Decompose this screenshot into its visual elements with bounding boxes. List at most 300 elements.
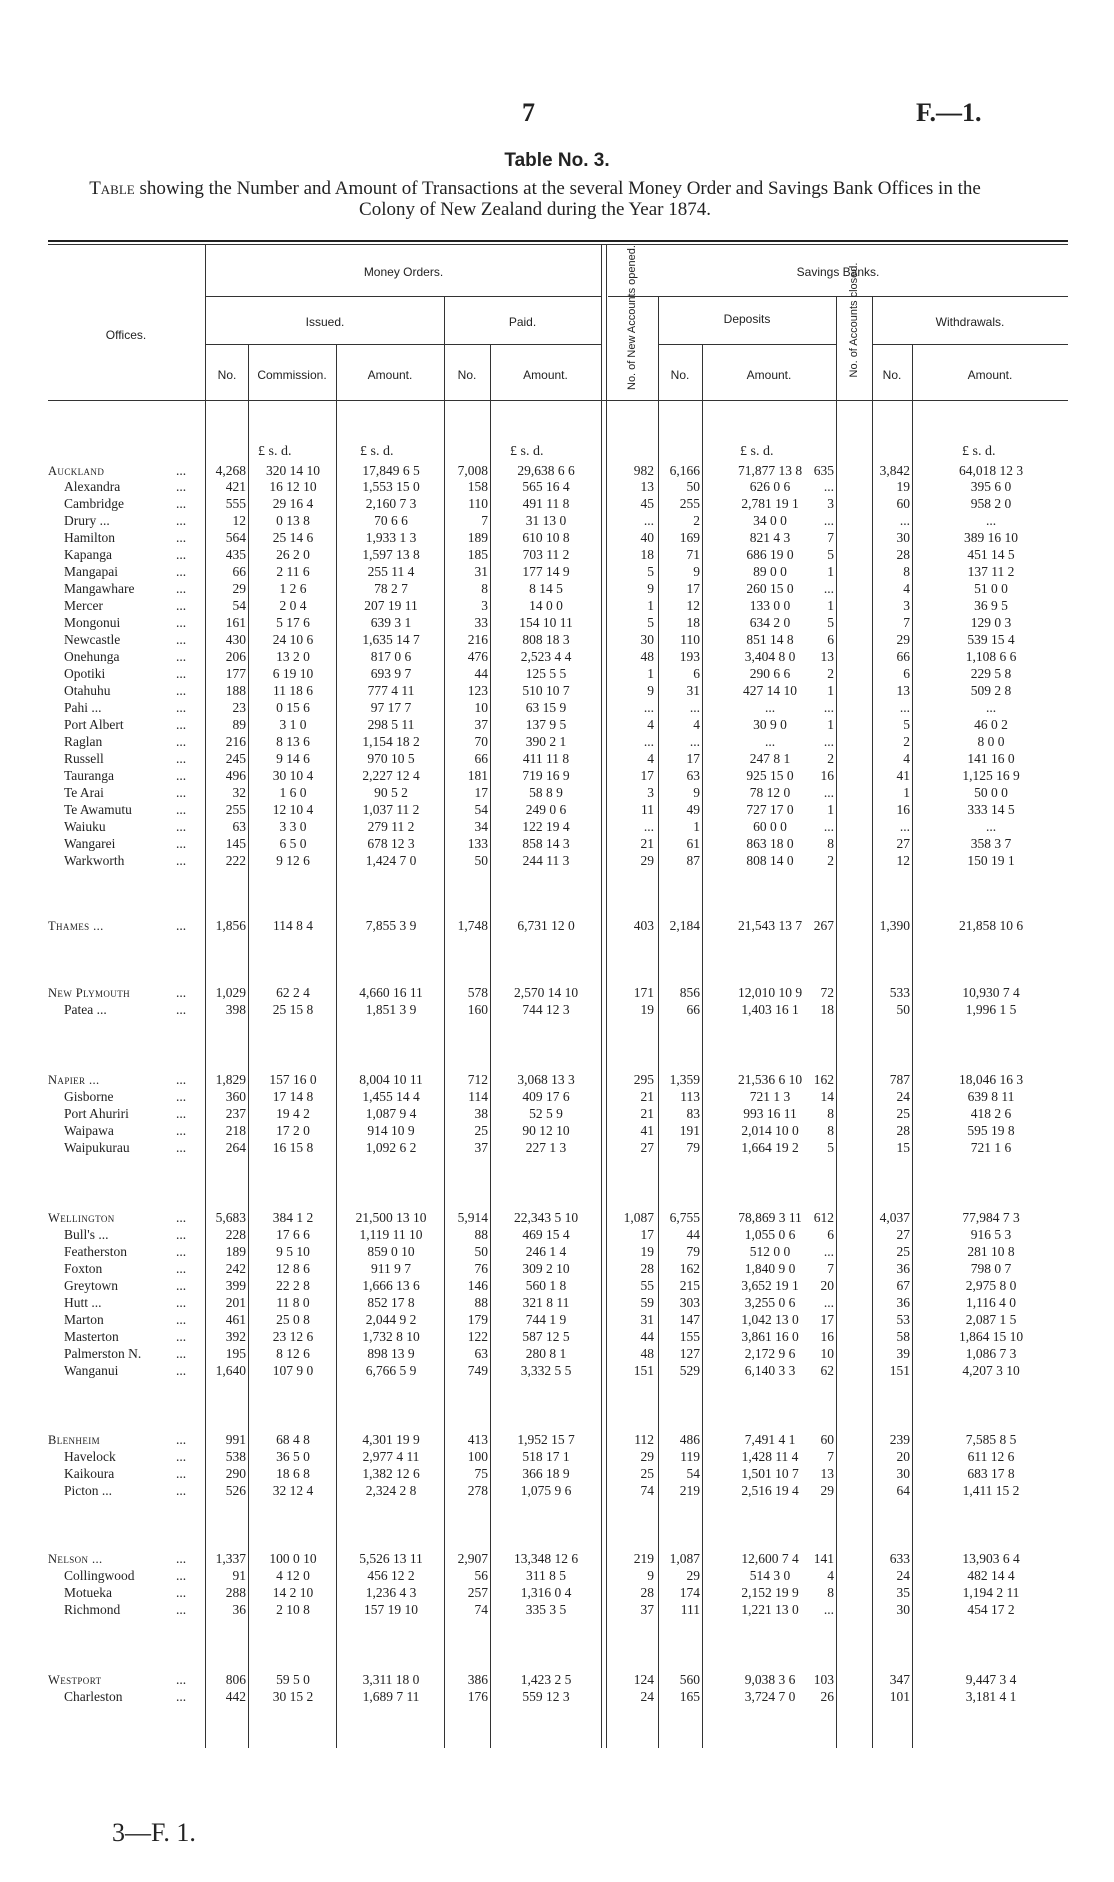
office-name: Foxton bbox=[64, 1261, 103, 1276]
cell-dep-no: 87 bbox=[686, 853, 700, 868]
cell-dep-no: 29 bbox=[686, 1568, 700, 1583]
cell-iss-no: 66 bbox=[232, 564, 246, 579]
table-row bbox=[0, 547, 1114, 563]
cell-wd-amt: 2,087 1 5 bbox=[965, 1312, 1017, 1327]
cell-dep-amt: ... bbox=[764, 734, 776, 749]
cell-dep-amt: 808 14 0 bbox=[746, 853, 794, 868]
cell-wd-no: 53 bbox=[896, 1312, 910, 1327]
cell-new-acc: 29 bbox=[640, 853, 654, 868]
office-name: Cambridge bbox=[64, 496, 124, 511]
office-name: Bull's ... bbox=[64, 1227, 109, 1242]
cell-wd-amt: 916 5 3 bbox=[970, 1227, 1012, 1242]
cell-iss-amt: 456 12 2 bbox=[367, 1568, 415, 1583]
cell-comm: 107 9 0 bbox=[272, 1363, 314, 1378]
cell-closed: 635 bbox=[813, 463, 834, 478]
office-name: Thames ... bbox=[48, 919, 104, 933]
cell-closed: ... bbox=[823, 1602, 834, 1617]
office-name: Wellington bbox=[48, 1211, 115, 1225]
cell-paid-amt: 227 1 3 bbox=[525, 1140, 567, 1155]
cell-closed: 1 bbox=[827, 717, 834, 732]
cell-closed: 16 bbox=[820, 768, 834, 783]
cell-dep-amt: 12,600 7 4 bbox=[741, 1551, 799, 1566]
cell-new-acc: 29 bbox=[640, 1449, 654, 1464]
header-issued-no: No. bbox=[217, 368, 237, 382]
leader-dots: ... bbox=[176, 1449, 187, 1464]
cell-wd-amt: 1,108 6 6 bbox=[965, 649, 1017, 664]
cell-wd-no: 27 bbox=[896, 836, 910, 851]
cell-iss-amt: 4,660 16 11 bbox=[359, 985, 423, 1000]
cell-wd-no: 35 bbox=[896, 1585, 910, 1600]
cell-dep-amt: 686 19 0 bbox=[746, 547, 794, 562]
cell-paid-no: 10 bbox=[474, 700, 488, 715]
cell-dep-no: 119 bbox=[680, 1449, 700, 1464]
cell-iss-amt: 1,851 3 9 bbox=[365, 1002, 417, 1017]
leader-dots: ... bbox=[176, 1432, 187, 1447]
lsd-commission: £ s. d. bbox=[258, 444, 292, 459]
cell-comm: 17 2 0 bbox=[276, 1123, 310, 1138]
leader-dots: ... bbox=[176, 615, 187, 630]
cell-iss-no: 538 bbox=[225, 1449, 246, 1464]
cell-iss-amt: 777 4 11 bbox=[367, 683, 415, 698]
cell-closed: 5 bbox=[827, 547, 834, 562]
leader-dots: ... bbox=[176, 717, 187, 732]
cell-paid-no: 3 bbox=[481, 598, 488, 613]
cell-paid-amt: 2,570 14 10 bbox=[513, 985, 579, 1000]
cell-dep-amt: 60 0 0 bbox=[753, 819, 787, 834]
cell-iss-amt: 859 0 10 bbox=[367, 1244, 415, 1259]
cell-wd-no: 151 bbox=[889, 1363, 910, 1378]
cell-dep-amt: 863 18 0 bbox=[746, 836, 794, 851]
cell-iss-no: 177 bbox=[225, 666, 246, 681]
office-name: Westport bbox=[48, 1673, 102, 1687]
cell-wd-no: 66 bbox=[896, 649, 910, 664]
cell-dep-no: ... bbox=[689, 734, 700, 749]
cell-iss-amt: 1,635 14 7 bbox=[362, 632, 420, 647]
cell-paid-amt: 311 8 5 bbox=[526, 1568, 566, 1583]
cell-comm: 19 4 2 bbox=[276, 1106, 310, 1121]
header-paid-amount: Amount. bbox=[523, 368, 568, 382]
cell-new-acc: 37 bbox=[640, 1602, 654, 1617]
cell-comm: 12 10 4 bbox=[272, 802, 314, 817]
cell-comm: 23 12 6 bbox=[272, 1329, 314, 1344]
caption-lead: Table bbox=[89, 178, 135, 199]
leader-dots: ... bbox=[176, 751, 187, 766]
cell-dep-no: 9 bbox=[693, 564, 700, 579]
cell-paid-amt: 246 1 4 bbox=[525, 1244, 567, 1259]
cell-iss-amt: 1,553 15 0 bbox=[362, 479, 420, 494]
cell-paid-amt: 58 8 9 bbox=[529, 785, 563, 800]
cell-paid-no: 7 bbox=[481, 513, 488, 528]
cell-dep-no: ... bbox=[689, 700, 700, 715]
cell-iss-no: 1,829 bbox=[215, 1072, 246, 1087]
cell-new-acc: 9 bbox=[647, 683, 654, 698]
cell-new-acc: 21 bbox=[640, 1106, 654, 1121]
cell-iss-no: 991 bbox=[225, 1432, 246, 1447]
cell-new-acc: 9 bbox=[647, 1568, 654, 1583]
office-name: Havelock bbox=[64, 1449, 116, 1464]
cell-wd-amt: 509 2 8 bbox=[970, 683, 1012, 698]
cell-paid-amt: 1,316 0 4 bbox=[520, 1585, 572, 1600]
cell-comm: 9 5 10 bbox=[276, 1244, 310, 1259]
cell-dep-amt: 78 12 0 bbox=[749, 785, 791, 800]
cell-iss-no: 189 bbox=[225, 1244, 246, 1259]
cell-wd-amt: 50 0 0 bbox=[974, 785, 1008, 800]
cell-iss-amt: 70 6 6 bbox=[374, 513, 408, 528]
cell-paid-no: 158 bbox=[467, 479, 488, 494]
cell-wd-no: 24 bbox=[896, 1089, 910, 1104]
cell-dep-amt: 6,140 3 3 bbox=[744, 1363, 796, 1378]
table-row bbox=[0, 1312, 1114, 1328]
office-name: Kaikoura bbox=[64, 1466, 115, 1481]
cell-new-acc: 30 bbox=[640, 632, 654, 647]
cell-new-acc: 21 bbox=[640, 1089, 654, 1104]
table-row bbox=[0, 734, 1114, 750]
table-row bbox=[0, 1329, 1114, 1345]
cell-iss-amt: 1,933 1 3 bbox=[365, 530, 417, 545]
cell-wd-no: 25 bbox=[896, 1244, 910, 1259]
cell-closed: 7 bbox=[827, 530, 834, 545]
leader-dots: ... bbox=[176, 1466, 187, 1481]
table-row bbox=[0, 1363, 1114, 1379]
cell-wd-amt: 958 2 0 bbox=[970, 496, 1012, 511]
header-commission: Commission. bbox=[257, 368, 327, 382]
cell-comm: 100 0 10 bbox=[269, 1551, 317, 1566]
cell-wd-no: 3,842 bbox=[879, 463, 910, 478]
cell-new-acc: 19 bbox=[640, 1244, 654, 1259]
header-issued: Issued. bbox=[305, 315, 345, 329]
cell-wd-amt: 358 3 7 bbox=[970, 836, 1012, 851]
office-name: Drury ... bbox=[64, 513, 110, 528]
header-withdrawals-amount: Amount. bbox=[967, 368, 1013, 382]
cell-paid-no: 110 bbox=[468, 496, 488, 511]
cell-wd-no: 347 bbox=[889, 1672, 910, 1687]
leader-dots: ... bbox=[176, 1363, 187, 1378]
cell-wd-amt: 451 14 5 bbox=[967, 547, 1015, 562]
office-name: Richmond bbox=[64, 1602, 121, 1617]
cell-new-acc: 74 bbox=[640, 1483, 654, 1498]
cell-dep-no: 83 bbox=[686, 1106, 700, 1121]
cell-iss-no: 290 bbox=[225, 1466, 246, 1481]
cell-paid-no: 7,008 bbox=[457, 463, 488, 478]
cell-new-acc: 40 bbox=[640, 530, 654, 545]
cell-paid-amt: 125 5 5 bbox=[525, 666, 567, 681]
table-row bbox=[0, 564, 1114, 580]
cell-paid-amt: 366 18 9 bbox=[522, 1466, 570, 1481]
cell-dep-amt: 3,652 19 1 bbox=[741, 1278, 799, 1293]
cell-paid-amt: 3,068 13 3 bbox=[517, 1072, 575, 1087]
cell-wd-amt: 395 6 0 bbox=[970, 479, 1012, 494]
cell-wd-amt: 798 0 7 bbox=[970, 1261, 1012, 1276]
leader-dots: ... bbox=[176, 918, 187, 933]
cell-comm: 6 19 10 bbox=[272, 666, 314, 681]
cell-wd-no: 3 bbox=[903, 598, 910, 613]
table-row bbox=[0, 768, 1114, 784]
cell-comm: 24 10 6 bbox=[272, 632, 314, 647]
cell-comm: 32 12 4 bbox=[272, 1483, 314, 1498]
cell-paid-no: 76 bbox=[474, 1261, 488, 1276]
cell-paid-amt: 22,343 5 10 bbox=[513, 1210, 579, 1225]
lsd-issued-amount: £ s. d. bbox=[360, 444, 394, 459]
cell-iss-amt: 8,004 10 11 bbox=[359, 1072, 423, 1087]
cell-paid-no: 70 bbox=[474, 734, 488, 749]
cell-comm: 11 8 0 bbox=[276, 1295, 310, 1310]
cell-paid-amt: 518 17 1 bbox=[522, 1449, 570, 1464]
cell-wd-no: 533 bbox=[889, 985, 910, 1000]
cell-iss-no: 218 bbox=[225, 1123, 246, 1138]
cell-dep-no: 219 bbox=[679, 1483, 700, 1498]
cell-wd-no: 30 bbox=[896, 1602, 910, 1617]
cell-dep-amt: 133 0 0 bbox=[749, 598, 791, 613]
cell-closed: 2 bbox=[827, 751, 834, 766]
document-reference: F.—1. bbox=[916, 98, 982, 127]
rule-money-orders bbox=[206, 296, 601, 297]
cell-new-acc: 24 bbox=[640, 1689, 654, 1704]
cell-wd-no: 41 bbox=[896, 768, 910, 783]
cell-paid-no: 476 bbox=[467, 649, 488, 664]
cell-closed: 3 bbox=[827, 496, 834, 511]
cell-comm: 14 2 10 bbox=[272, 1585, 314, 1600]
cell-closed: 8 bbox=[827, 1123, 834, 1138]
leader-dots: ... bbox=[176, 836, 187, 851]
office-name: Port Albert bbox=[64, 717, 124, 732]
cell-comm: 3 1 0 bbox=[279, 717, 307, 732]
cell-wd-no: 4,037 bbox=[879, 1210, 910, 1225]
cell-iss-amt: 2,324 2 8 bbox=[365, 1483, 417, 1498]
office-name: Motueka bbox=[64, 1585, 112, 1600]
cell-dep-no: 162 bbox=[679, 1261, 700, 1276]
cell-wd-amt: 10,930 7 4 bbox=[962, 985, 1020, 1000]
cell-iss-no: 435 bbox=[225, 547, 246, 562]
cell-paid-amt: 610 10 8 bbox=[522, 530, 570, 545]
cell-paid-amt: 744 1 9 bbox=[525, 1312, 567, 1327]
header-new-accounts: No. of New Accounts opened. bbox=[626, 245, 638, 390]
cell-paid-amt: 409 17 6 bbox=[522, 1089, 570, 1104]
cell-wd-no: 19 bbox=[896, 479, 910, 494]
leader-dots: ... bbox=[176, 1672, 187, 1687]
rule-deposits bbox=[658, 344, 836, 345]
cell-wd-amt: 1,996 1 5 bbox=[965, 1002, 1017, 1017]
cell-closed: ... bbox=[823, 513, 834, 528]
cell-comm: 0 15 6 bbox=[276, 700, 310, 715]
cell-paid-no: 31 bbox=[474, 564, 488, 579]
table-row bbox=[0, 513, 1114, 529]
table-row bbox=[0, 496, 1114, 512]
cell-iss-no: 4,268 bbox=[215, 463, 246, 478]
cell-wd-amt: 46 0 2 bbox=[974, 717, 1008, 732]
cell-new-acc: 31 bbox=[640, 1312, 654, 1327]
cell-dep-amt: 514 3 0 bbox=[749, 1568, 791, 1583]
cell-paid-no: 185 bbox=[467, 547, 488, 562]
cell-wd-no: 239 bbox=[889, 1432, 910, 1447]
cell-closed: 1 bbox=[827, 598, 834, 613]
lsd-deposits-amount: £ s. d. bbox=[740, 444, 774, 459]
cell-paid-amt: 1,423 2 5 bbox=[520, 1672, 572, 1687]
cell-iss-amt: 6,766 5 9 bbox=[365, 1363, 417, 1378]
cell-dep-no: 54 bbox=[686, 1466, 700, 1481]
cell-new-acc: 45 bbox=[640, 496, 654, 511]
cell-iss-amt: 97 17 7 bbox=[370, 700, 412, 715]
cell-comm: 22 2 8 bbox=[276, 1278, 310, 1293]
cell-wd-no: 24 bbox=[896, 1568, 910, 1583]
cell-comm: 384 1 2 bbox=[272, 1210, 314, 1225]
cell-paid-no: 749 bbox=[467, 1363, 488, 1378]
cell-wd-no: 5 bbox=[903, 717, 910, 732]
cell-paid-no: 179 bbox=[467, 1312, 488, 1327]
office-name: Opotiki bbox=[64, 666, 106, 681]
table-row bbox=[0, 1278, 1114, 1294]
cell-new-acc: 403 bbox=[633, 918, 654, 933]
cell-closed: 8 bbox=[827, 1585, 834, 1600]
cell-dep-amt: 9,038 3 6 bbox=[744, 1672, 796, 1687]
cell-dep-no: 71 bbox=[686, 547, 700, 562]
cell-paid-no: 50 bbox=[474, 1244, 488, 1259]
cell-closed: ... bbox=[823, 700, 834, 715]
cell-new-acc: 18 bbox=[640, 547, 654, 562]
cell-dep-no: 2,184 bbox=[669, 918, 700, 933]
office-name: Te Arai bbox=[64, 785, 104, 800]
cell-iss-amt: 1,666 13 6 bbox=[362, 1278, 420, 1293]
leader-dots: ... bbox=[176, 1002, 187, 1017]
office-name: Patea ... bbox=[64, 1002, 107, 1017]
cell-comm: 12 8 6 bbox=[276, 1261, 310, 1276]
cell-dep-amt: 12,010 10 9 bbox=[737, 985, 803, 1000]
cell-paid-no: 34 bbox=[474, 819, 488, 834]
cell-closed: ... bbox=[823, 734, 834, 749]
cell-paid-amt: 90 12 10 bbox=[522, 1123, 570, 1138]
cell-paid-no: 2,907 bbox=[457, 1551, 488, 1566]
cell-dep-no: 113 bbox=[680, 1089, 700, 1104]
cell-wd-amt: 150 19 1 bbox=[967, 853, 1015, 868]
office-name: Kapanga bbox=[64, 547, 112, 562]
cell-wd-no: 30 bbox=[896, 1466, 910, 1481]
cell-paid-no: 278 bbox=[467, 1483, 488, 1498]
cell-new-acc: 21 bbox=[640, 836, 654, 851]
rule-issued-paid bbox=[206, 344, 601, 345]
cell-iss-no: 496 bbox=[225, 768, 246, 783]
cell-paid-no: 37 bbox=[474, 1140, 488, 1155]
table-row bbox=[0, 479, 1114, 495]
cell-comm: 2 10 8 bbox=[276, 1602, 310, 1617]
cell-iss-amt: 78 2 7 bbox=[374, 581, 408, 596]
table-row bbox=[0, 1123, 1114, 1139]
cell-iss-no: 242 bbox=[225, 1261, 246, 1276]
office-name: Hamilton bbox=[64, 530, 115, 545]
cell-closed: 13 bbox=[820, 1466, 834, 1481]
cell-dep-amt: 7,491 4 1 bbox=[744, 1432, 796, 1447]
cell-iss-amt: 2,977 4 11 bbox=[362, 1449, 420, 1464]
cell-closed: 1 bbox=[827, 564, 834, 579]
cell-comm: 9 12 6 bbox=[276, 853, 310, 868]
table-row bbox=[0, 649, 1114, 665]
leader-dots: ... bbox=[176, 1568, 187, 1583]
cell-wd-amt: 683 17 8 bbox=[967, 1466, 1015, 1481]
cell-wd-no: 15 bbox=[896, 1140, 910, 1155]
cell-iss-no: 32 bbox=[232, 785, 246, 800]
leader-dots: ... bbox=[176, 530, 187, 545]
cell-paid-no: 17 bbox=[474, 785, 488, 800]
cell-iss-no: 442 bbox=[225, 1689, 246, 1704]
cell-comm: 1 6 0 bbox=[279, 785, 307, 800]
footer-reference: 3—F. 1. bbox=[112, 1818, 196, 1847]
table-row bbox=[0, 1602, 1114, 1618]
leader-dots: ... bbox=[176, 513, 187, 528]
cell-iss-no: 29 bbox=[232, 581, 246, 596]
cell-closed: 2 bbox=[827, 666, 834, 681]
cell-closed: 267 bbox=[813, 918, 834, 933]
cell-iss-no: 1,337 bbox=[215, 1551, 246, 1566]
cell-wd-no: 101 bbox=[889, 1689, 910, 1704]
table-row bbox=[0, 853, 1114, 869]
cell-iss-amt: 639 3 1 bbox=[370, 615, 412, 630]
cell-paid-no: 5,914 bbox=[457, 1210, 488, 1225]
cell-paid-no: 74 bbox=[474, 1602, 488, 1617]
cell-new-acc: ... bbox=[643, 513, 654, 528]
leader-dots: ... bbox=[176, 1089, 187, 1104]
cell-closed: 18 bbox=[820, 1002, 834, 1017]
cell-wd-no: 633 bbox=[889, 1551, 910, 1566]
cell-comm: 320 14 10 bbox=[266, 463, 320, 478]
cell-wd-amt: 539 15 4 bbox=[967, 632, 1015, 647]
cell-wd-no: 1,390 bbox=[879, 918, 910, 933]
rule-top-thin bbox=[48, 244, 1068, 245]
leader-dots: ... bbox=[176, 1244, 187, 1259]
cell-closed: 17 bbox=[820, 1312, 834, 1327]
office-name: Waipawa bbox=[64, 1123, 114, 1138]
cell-dep-amt: 925 15 0 bbox=[746, 768, 794, 783]
cell-dep-no: 44 bbox=[686, 1227, 700, 1242]
cell-dep-amt: 634 2 0 bbox=[749, 615, 791, 630]
cell-iss-amt: 1,236 4 3 bbox=[365, 1585, 417, 1600]
cell-wd-no: 36 bbox=[896, 1261, 910, 1276]
cell-comm: 25 0 8 bbox=[276, 1312, 310, 1327]
leader-dots: ... bbox=[176, 547, 187, 562]
rule-header-bottom bbox=[48, 400, 1068, 401]
cell-paid-amt: 510 10 7 bbox=[522, 683, 570, 698]
table-row bbox=[0, 1295, 1114, 1311]
cell-dep-amt: 1,055 0 6 bbox=[744, 1227, 796, 1242]
office-name: Alexandra bbox=[64, 479, 121, 494]
cell-closed: 8 bbox=[827, 836, 834, 851]
cell-dep-amt: 3,404 8 0 bbox=[744, 649, 796, 664]
cell-comm: 26 2 0 bbox=[276, 547, 310, 562]
office-name: Auckland bbox=[48, 464, 105, 478]
office-name: Wanganui bbox=[64, 1363, 119, 1378]
table-row bbox=[0, 1002, 1114, 1018]
cell-dep-no: 193 bbox=[679, 649, 700, 664]
cell-dep-amt: 290 6 6 bbox=[749, 666, 791, 681]
cell-iss-amt: 207 19 11 bbox=[364, 598, 418, 613]
cell-comm: 8 13 6 bbox=[276, 734, 310, 749]
cell-paid-amt: 321 8 11 bbox=[522, 1295, 570, 1310]
cell-wd-no: 1 bbox=[903, 785, 910, 800]
cell-wd-no: 58 bbox=[896, 1329, 910, 1344]
table-row bbox=[0, 819, 1114, 835]
cell-paid-no: 8 bbox=[481, 581, 488, 596]
cell-wd-amt: 129 0 3 bbox=[970, 615, 1012, 630]
cell-closed: 16 bbox=[820, 1329, 834, 1344]
cell-comm: 3 3 0 bbox=[279, 819, 307, 834]
cell-iss-amt: 914 10 9 bbox=[367, 1123, 415, 1138]
table-row bbox=[0, 1261, 1114, 1277]
table-row bbox=[0, 985, 1114, 1001]
table-row bbox=[0, 1346, 1114, 1362]
table-row bbox=[0, 598, 1114, 614]
table-caption bbox=[60, 178, 1010, 220]
leader-dots: ... bbox=[176, 479, 187, 494]
cell-paid-no: 160 bbox=[467, 1002, 488, 1017]
cell-new-acc: 171 bbox=[633, 985, 654, 1000]
cell-dep-amt: 1,664 19 2 bbox=[741, 1140, 799, 1155]
